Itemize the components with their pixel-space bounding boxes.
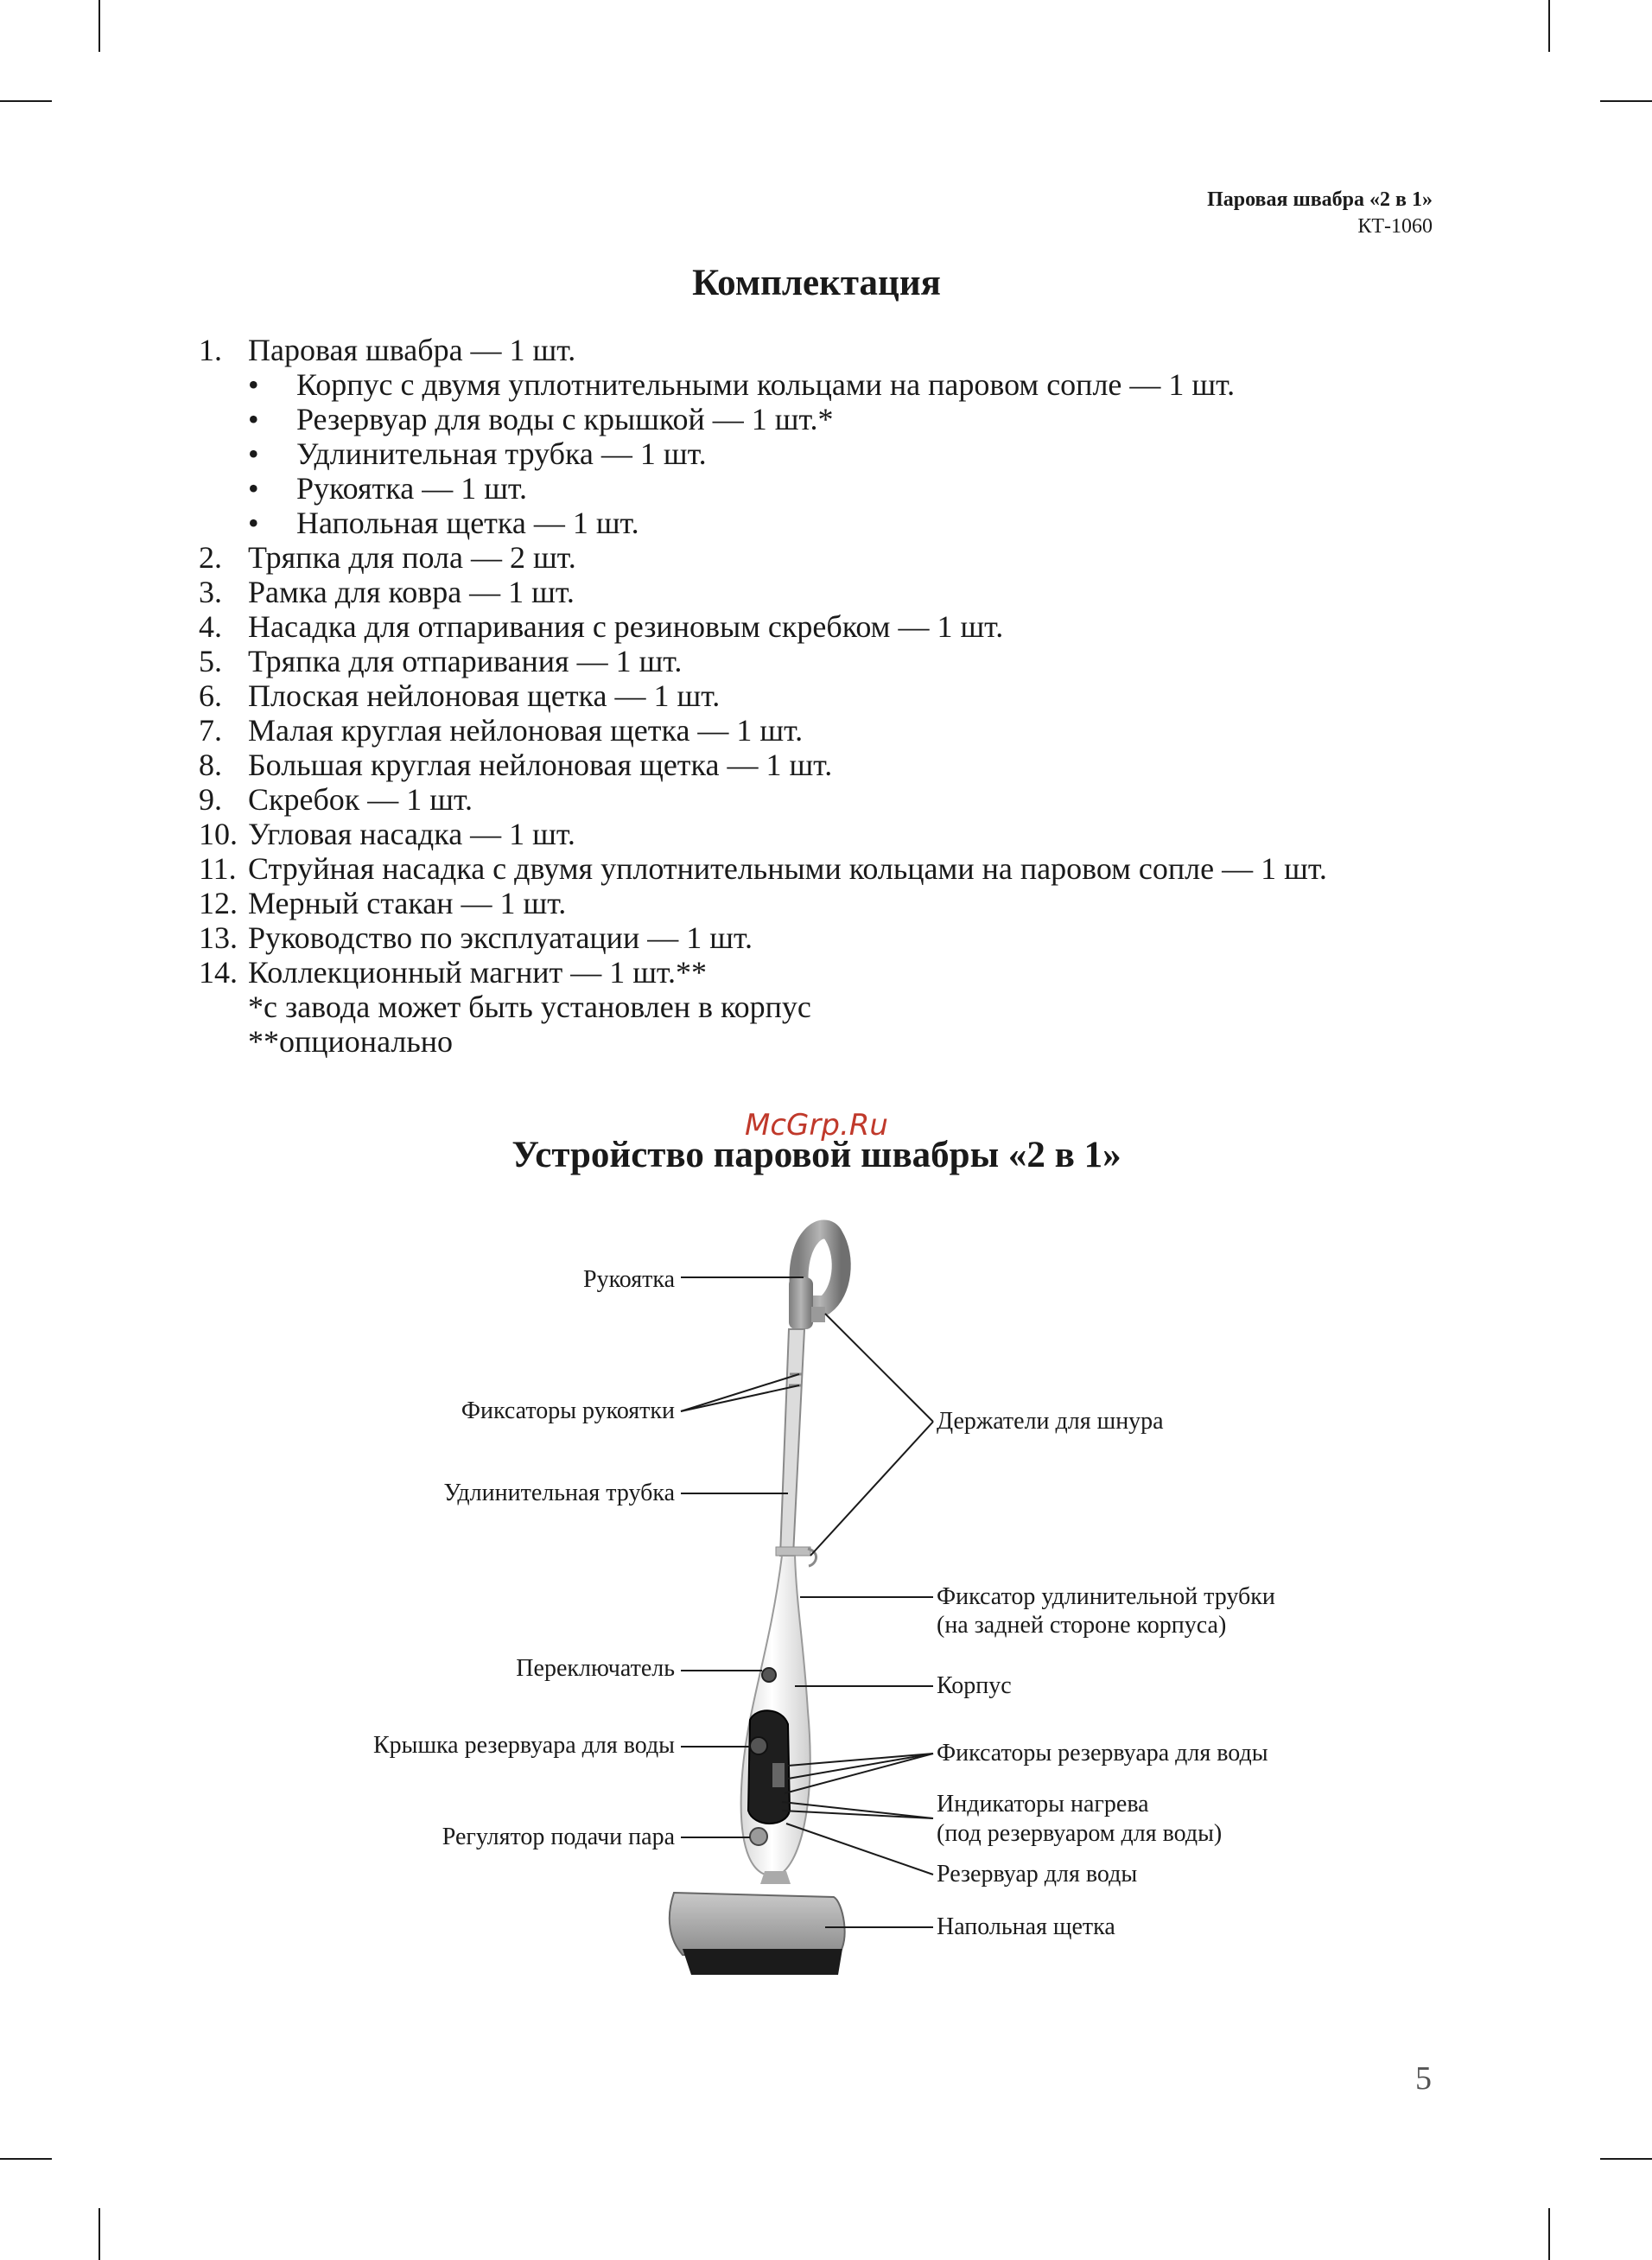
item-text: Рукоятка — 1 шт. [296, 471, 527, 506]
item-text: Руководство по эксплуатации — 1 шт. [248, 920, 753, 955]
bullet: • [248, 471, 259, 506]
cord-holder-top [811, 1307, 825, 1322]
steam-mop-illustration [670, 1230, 845, 1976]
item-text: Тряпка для отпаривания — 1 шт. [248, 644, 683, 678]
item-text: Паровая швабра — 1 шт. [248, 333, 576, 367]
label-tank-cap: Крышка резервуара для воды [372, 1732, 675, 1759]
extension-tube [780, 1329, 804, 1556]
item-number: 6. [199, 678, 222, 713]
item-text: Малая круглая нейлоновая щетка — 1 шт. [248, 713, 804, 748]
steam-regulator-knob [750, 1828, 767, 1845]
item-text: Напольная щетка — 1 шт. [296, 506, 639, 540]
bullet: • [248, 367, 259, 402]
page-number: 5 [1415, 2060, 1432, 2097]
leader-lines [681, 1277, 933, 1927]
item-number: 5. [199, 644, 222, 678]
device-title: Устройство паровой швабры «2 в 1» [511, 1135, 1121, 1175]
item-text: Угловая насадка — 1 шт. [248, 817, 575, 851]
item-text: Струйная насадка с двумя уплотнительными кольцами на паровом сопле — 1 шт. [248, 851, 1327, 886]
footnote-text: *с завода может быть установлен в корпус [248, 990, 811, 1024]
bullet: • [248, 402, 259, 436]
item-text: Мерный стакан — 1 шт. [248, 886, 567, 920]
bullet: • [248, 506, 259, 540]
item-number: 10. [199, 817, 238, 851]
label-extension-tube: Удлинительная трубка [443, 1480, 675, 1506]
handle-neck [789, 1277, 813, 1329]
label-tank-locks: Фиксаторы резервуара для воды [937, 1740, 1268, 1767]
label-steam-regulator: Регулятор подачи пара [442, 1824, 675, 1850]
item-number: 12. [199, 886, 238, 920]
label-heat-indicators-note: (под резервуаром для воды) [937, 1820, 1223, 1847]
label-handle: Рукоятка [583, 1266, 675, 1293]
label-floor-brush: Напольная щетка [937, 1913, 1115, 1940]
item-number: 9. [199, 782, 222, 817]
item-number: 8. [199, 748, 222, 782]
floor-brush [670, 1893, 845, 1955]
label-body: Корпус [937, 1672, 1012, 1699]
item-number: 14. [199, 955, 238, 990]
cord-holder-bottom [776, 1547, 810, 1556]
header-title: Паровая швабра «2 в 1» [1207, 188, 1433, 211]
item-text: Скребок — 1 шт. [248, 782, 473, 817]
footnote-text: **опционально [248, 1024, 454, 1059]
item-text: Тряпка для пола — 2 шт. [248, 540, 576, 575]
item-text: Плоская нейлоновая щетка — 1 шт. [248, 678, 721, 713]
item-number: 11. [199, 851, 237, 886]
label-tube-lock-note: (на задней стороне корпуса) [937, 1612, 1227, 1639]
item-number: 4. [199, 609, 222, 644]
label-water-tank: Резервуар для воды [937, 1861, 1138, 1888]
item-text: Коллекционный магнит — 1 шт.** [248, 955, 707, 990]
switch-knob [762, 1668, 776, 1682]
item-text: Удлинительная трубка — 1 шт. [296, 436, 707, 471]
label-cord-holders: Держатели для шнура [937, 1408, 1164, 1435]
header-model: КТ-1060 [1357, 215, 1433, 238]
item-number: 3. [199, 575, 222, 609]
item-number: 13. [199, 920, 238, 955]
bullet: • [248, 436, 259, 471]
item-number: 7. [199, 713, 222, 748]
item-number: 1. [199, 333, 222, 367]
item-text: Рамка для ковра — 1 шт. [248, 575, 575, 609]
contents-title: Комплектация [692, 263, 941, 303]
item-text: Резервуар для воды с крышкой — 1 шт.* [296, 402, 834, 436]
tank-cap [750, 1737, 767, 1754]
item-text: Корпус с двумя уплотнительными кольцами на паровом сопле — 1 шт. [296, 367, 1236, 402]
watermark: McGrp.Ru [745, 1108, 888, 1143]
item-text: Насадка для отпаривания с резиновым скребком — 1 шт. [248, 609, 1004, 644]
label-heat-indicators: Индикаторы нагрева [937, 1791, 1149, 1818]
label-switch: Переключатель [516, 1655, 675, 1682]
item-number: 2. [199, 540, 222, 575]
label-tube-lock: Фиксатор удлинительной трубки [937, 1583, 1275, 1610]
label-handle-locks: Фиксаторы рукоятки [461, 1397, 675, 1424]
item-text: Большая круглая нейлоновая щетка — 1 шт. [248, 748, 833, 782]
